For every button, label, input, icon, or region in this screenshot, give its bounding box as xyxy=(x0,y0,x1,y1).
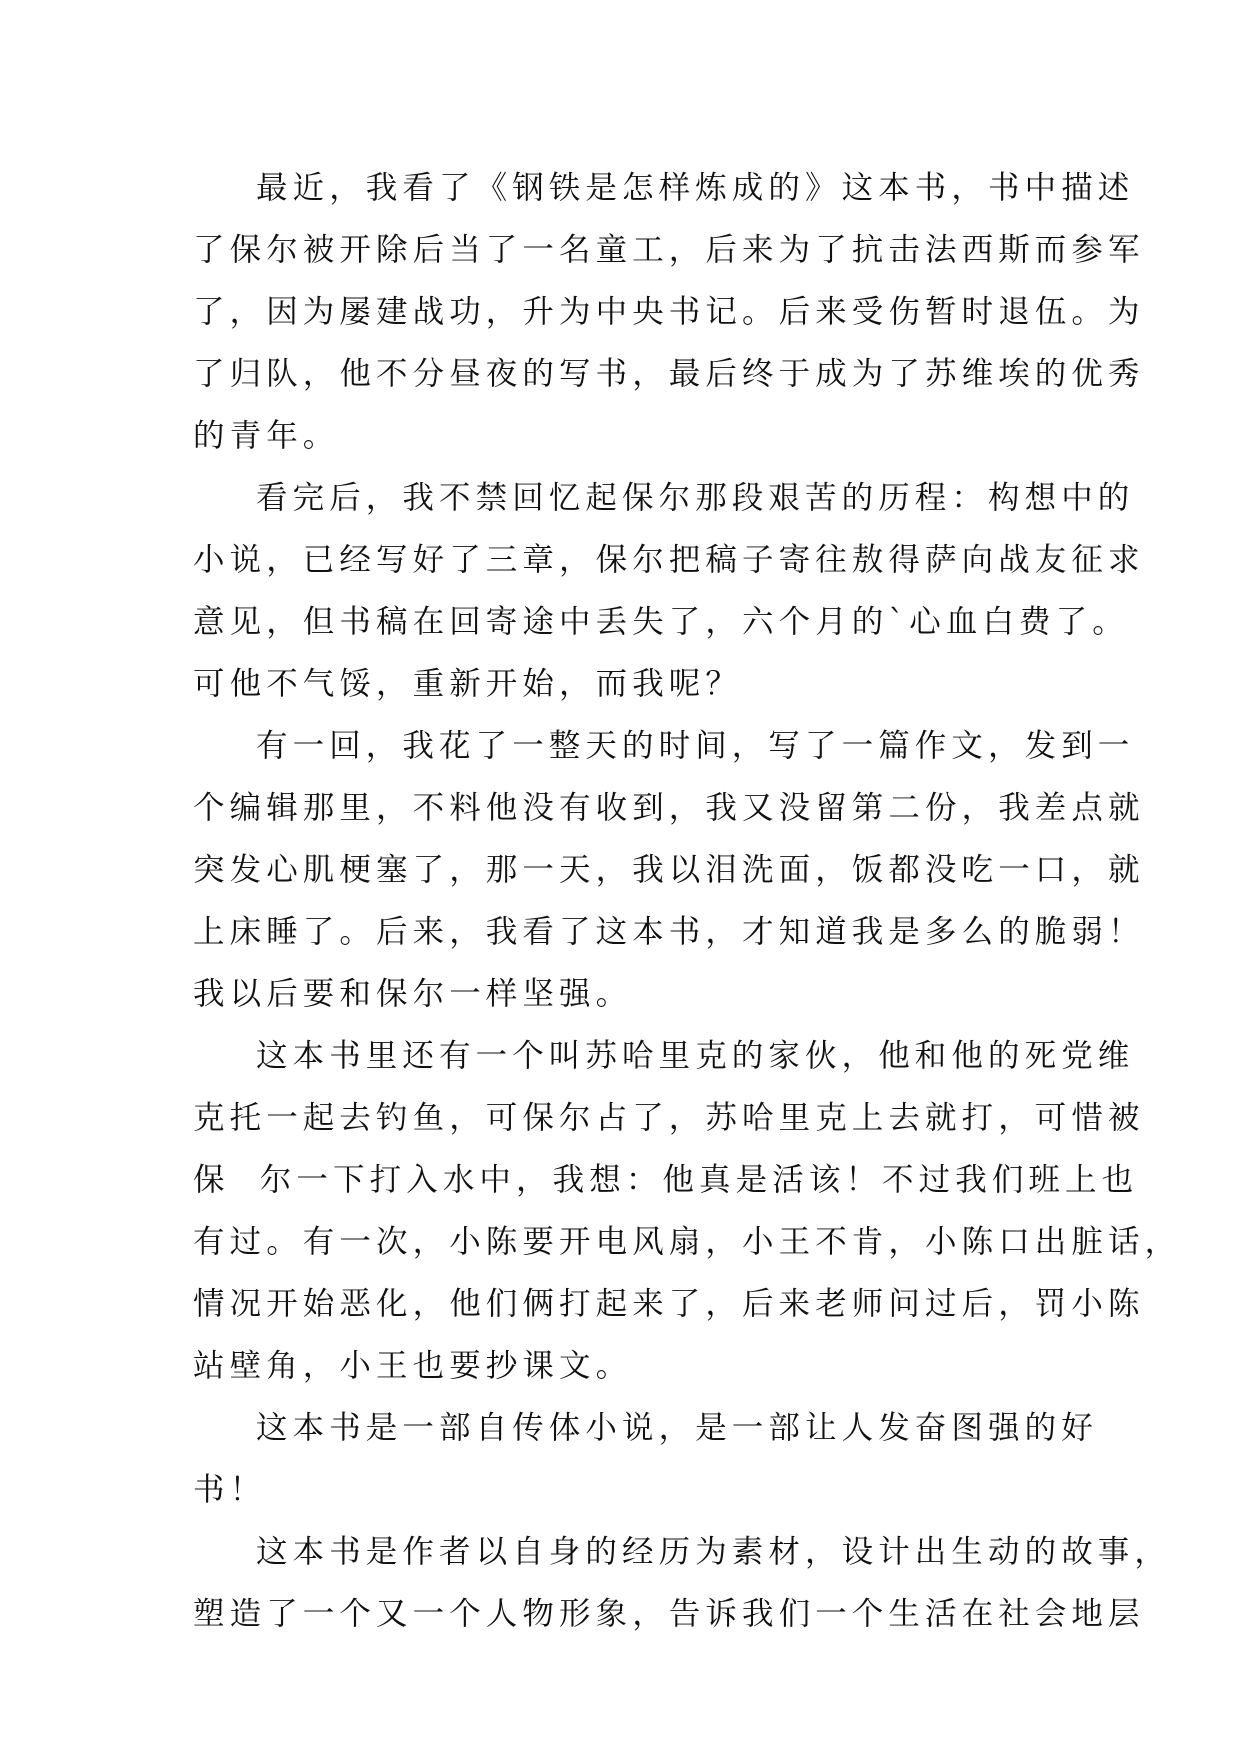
text-line: 塑造了一个又一个人物形象，告诉我们一个生活在社会地层 xyxy=(193,1596,1145,1632)
paragraph-5 xyxy=(193,1397,1098,1521)
text-line: 这本书里还有一个叫苏哈里克的家伙，他和他的死党维 xyxy=(256,1038,1135,1074)
text-line: 有一回，我花了一整天的时间，写了一篇作文，发到一 xyxy=(256,728,1135,764)
text-line: 意见，但书稿在回寄途中丢失了，六个月的`心血白费了。 xyxy=(193,604,1129,640)
text-line: 了保尔被开除后当了一名童工，后来为了抗击法西斯而参军 xyxy=(193,232,1145,268)
text-line: 保 尔一下打入水中，我想：他真是活该！不过我们班上也 xyxy=(193,1162,1139,1198)
text-line: 这本书是作者以自身的经历为素材，设计出生动的故事， xyxy=(256,1534,1172,1570)
paragraph-1 xyxy=(193,157,1145,467)
text-line: 小说，已经写好了三章，保尔把稿子寄往敖得萨向战友征求 xyxy=(193,542,1145,578)
text-line: 我以后要和保尔一样坚强。 xyxy=(193,976,633,1012)
text-line: 这本书是一部自传体小说，是一部让人发奋图强的好 xyxy=(256,1410,1098,1446)
text-line: 突发心肌梗塞了，那一天，我以泪洗面，饭都没吃一口，就 xyxy=(193,852,1145,888)
document-body xyxy=(193,157,1182,1645)
text-line: 上床睡了。后来，我看了这本书，才知道我是多么的脆弱！ xyxy=(193,914,1145,950)
text-line: 克托一起去钓鱼，可保尔占了，苏哈里克上去就打，可惜被 xyxy=(193,1100,1145,1136)
text-line: 了，因为屡建战功，升为中央书记。后来受伤暂时退伍。为 xyxy=(193,294,1145,330)
paragraph-2 xyxy=(193,467,1145,715)
paragraph-4 xyxy=(193,1025,1182,1397)
text-line: 最近，我看了《钢铁是怎样炼成的》这本书，书中描述 xyxy=(256,170,1135,206)
text-line: 有过。有一次，小陈要开电风扇，小王不肯，小陈口出脏话， xyxy=(193,1224,1182,1260)
text-line: 情况开始恶化，他们俩打起来了，后来老师问过后，罚小陈 xyxy=(193,1286,1145,1322)
text-line: 的青年。 xyxy=(193,418,340,454)
paragraph-3 xyxy=(193,715,1145,1025)
text-line: 可他不气馁，重新开始，而我呢？ xyxy=(193,666,743,702)
text-line: 书！ xyxy=(193,1472,267,1508)
paragraph-6 xyxy=(193,1521,1172,1645)
text-line: 看完后，我不禁回忆起保尔那段艰苦的历程：构想中的 xyxy=(256,480,1135,516)
text-line: 个编辑那里，不料他没有收到，我又没留第二份，我差点就 xyxy=(193,790,1145,826)
text-line: 了归队，他不分昼夜的写书，最后终于成为了苏维埃的优秀 xyxy=(193,356,1145,392)
text-line: 站壁角，小王也要抄课文。 xyxy=(193,1348,633,1384)
